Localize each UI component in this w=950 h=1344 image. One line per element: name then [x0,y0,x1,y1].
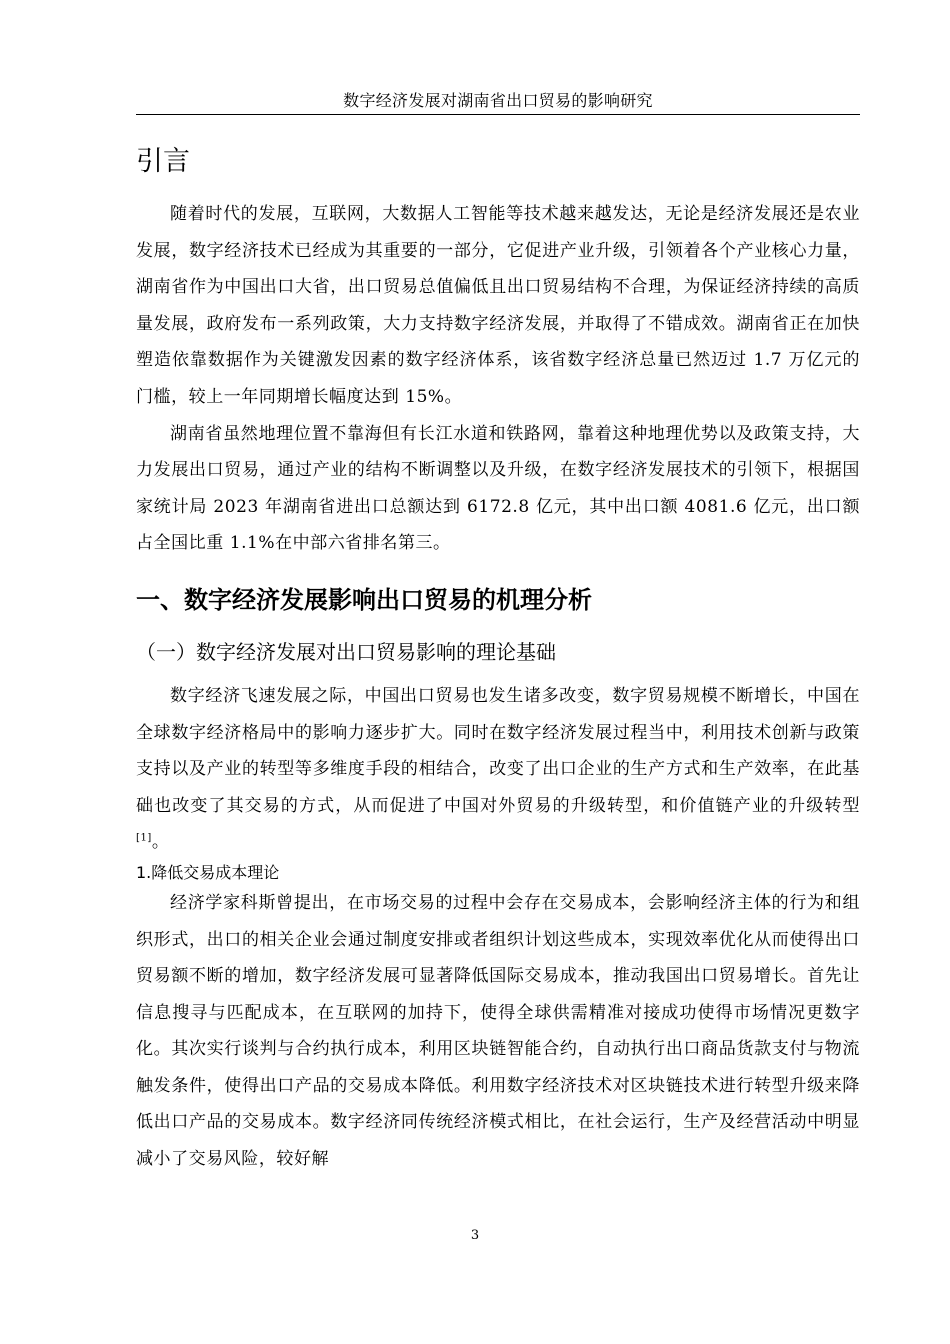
intro-heading: 引言 [136,146,190,177]
page-number: 3 [470,1228,480,1243]
intro-paragraph-1: 随着时代的发展，互联网，大数据人工智能等技术越来越发达，无论是经济发展还是农业发展，数字经济技术已经成为其重要的一部分，它促进产业升级，引领着各个产业核心力量，湖南省作为中国出口大省，出口贸易总值偏低且出口贸易结构不合理，为保证经济持续的高质量发展，政府发布一系列政策，大力支持数字经济发展，并取得了不错成效。湖南省正在加快塑造依靠数据作为关键激发因素的数字经济体系，该省数字经济总量已然迈过 1.7 万亿元的门槛，较上一年同期增长幅度达到 15%。 [136,204,860,407]
running-header: 数字经济发展对湖南省出口贸易的影响研究 [136,88,860,115]
section-1-heading: 一、数字经济发展影响出口贸易的机理分析 [136,585,592,614]
page-body [136,140,860,1178]
section-1-1-paragraph [136,678,860,861]
subsection-1-paragraph: 经济学家科斯曾提出，在市场交易的过程中会存在交易成本，会影响经济主体的行为和组织形式，出口的相关企业会通过制度安排或者组织计划这些成本，实现效率优化从而使得出口贸易额不断的增加，数字经济发展可显著降低国际交易成本，推动我国出口贸易增长。首先让信息搜寻与匹配成本，在互联网的加持下，使得全球供需精准对接成功使得市场情况更数字化。其次实行谈判与合约执行成本，利用区块链智能合约，自动执行出口商品货款支付与物流触发条件，使得出口产品的交易成本降低。利用数字经济技术对区块链技术进行转型升级来降低出口产品的交易成本。数字经济同传统经济模式相比，在社会运行，生产及经营活动中明显减小了交易风险，较好解 [136,892,860,1170]
section-1-1-heading: （一）数字经济发展对出口贸易影响的理论基础 [136,639,556,664]
subsection-1-heading: 1.降低交易成本理论 [136,862,280,882]
section-1-1-text-end: 。 [151,832,170,853]
intro-paragraph-2: 湖南省虽然地理位置不靠海但有长江水道和铁路网，靠着这种地理优势以及政策支持，大力发展出口贸易，通过产业的结构不断调整以及升级，在数字经济发展技术的引领下，根据国家统计局 2023 年湖南省进出口总额达到 6172.8 亿元，其中出口额 4081.6 亿元，出口额占全国比重 1.1%在中部六省排名第三。 [136,423,860,554]
citation-marker: [1] [136,832,152,844]
section-1-1-text: 数字经济飞速发展之际，中国出口贸易也发生诸多改变，数字贸易规模不断增长，中国在全球数字经济格局中的影响力逐步扩大。同时在数字经济发展过程当中，利用技术创新与政策支持以及产业的转型等多维度手段的相结合，改变了出口企业的生产方式和生产效率，在此基础也改变了其交易的方式，从而促进了中国对外贸易的升级转型，和价值链产业的升级转型 [136,685,860,816]
